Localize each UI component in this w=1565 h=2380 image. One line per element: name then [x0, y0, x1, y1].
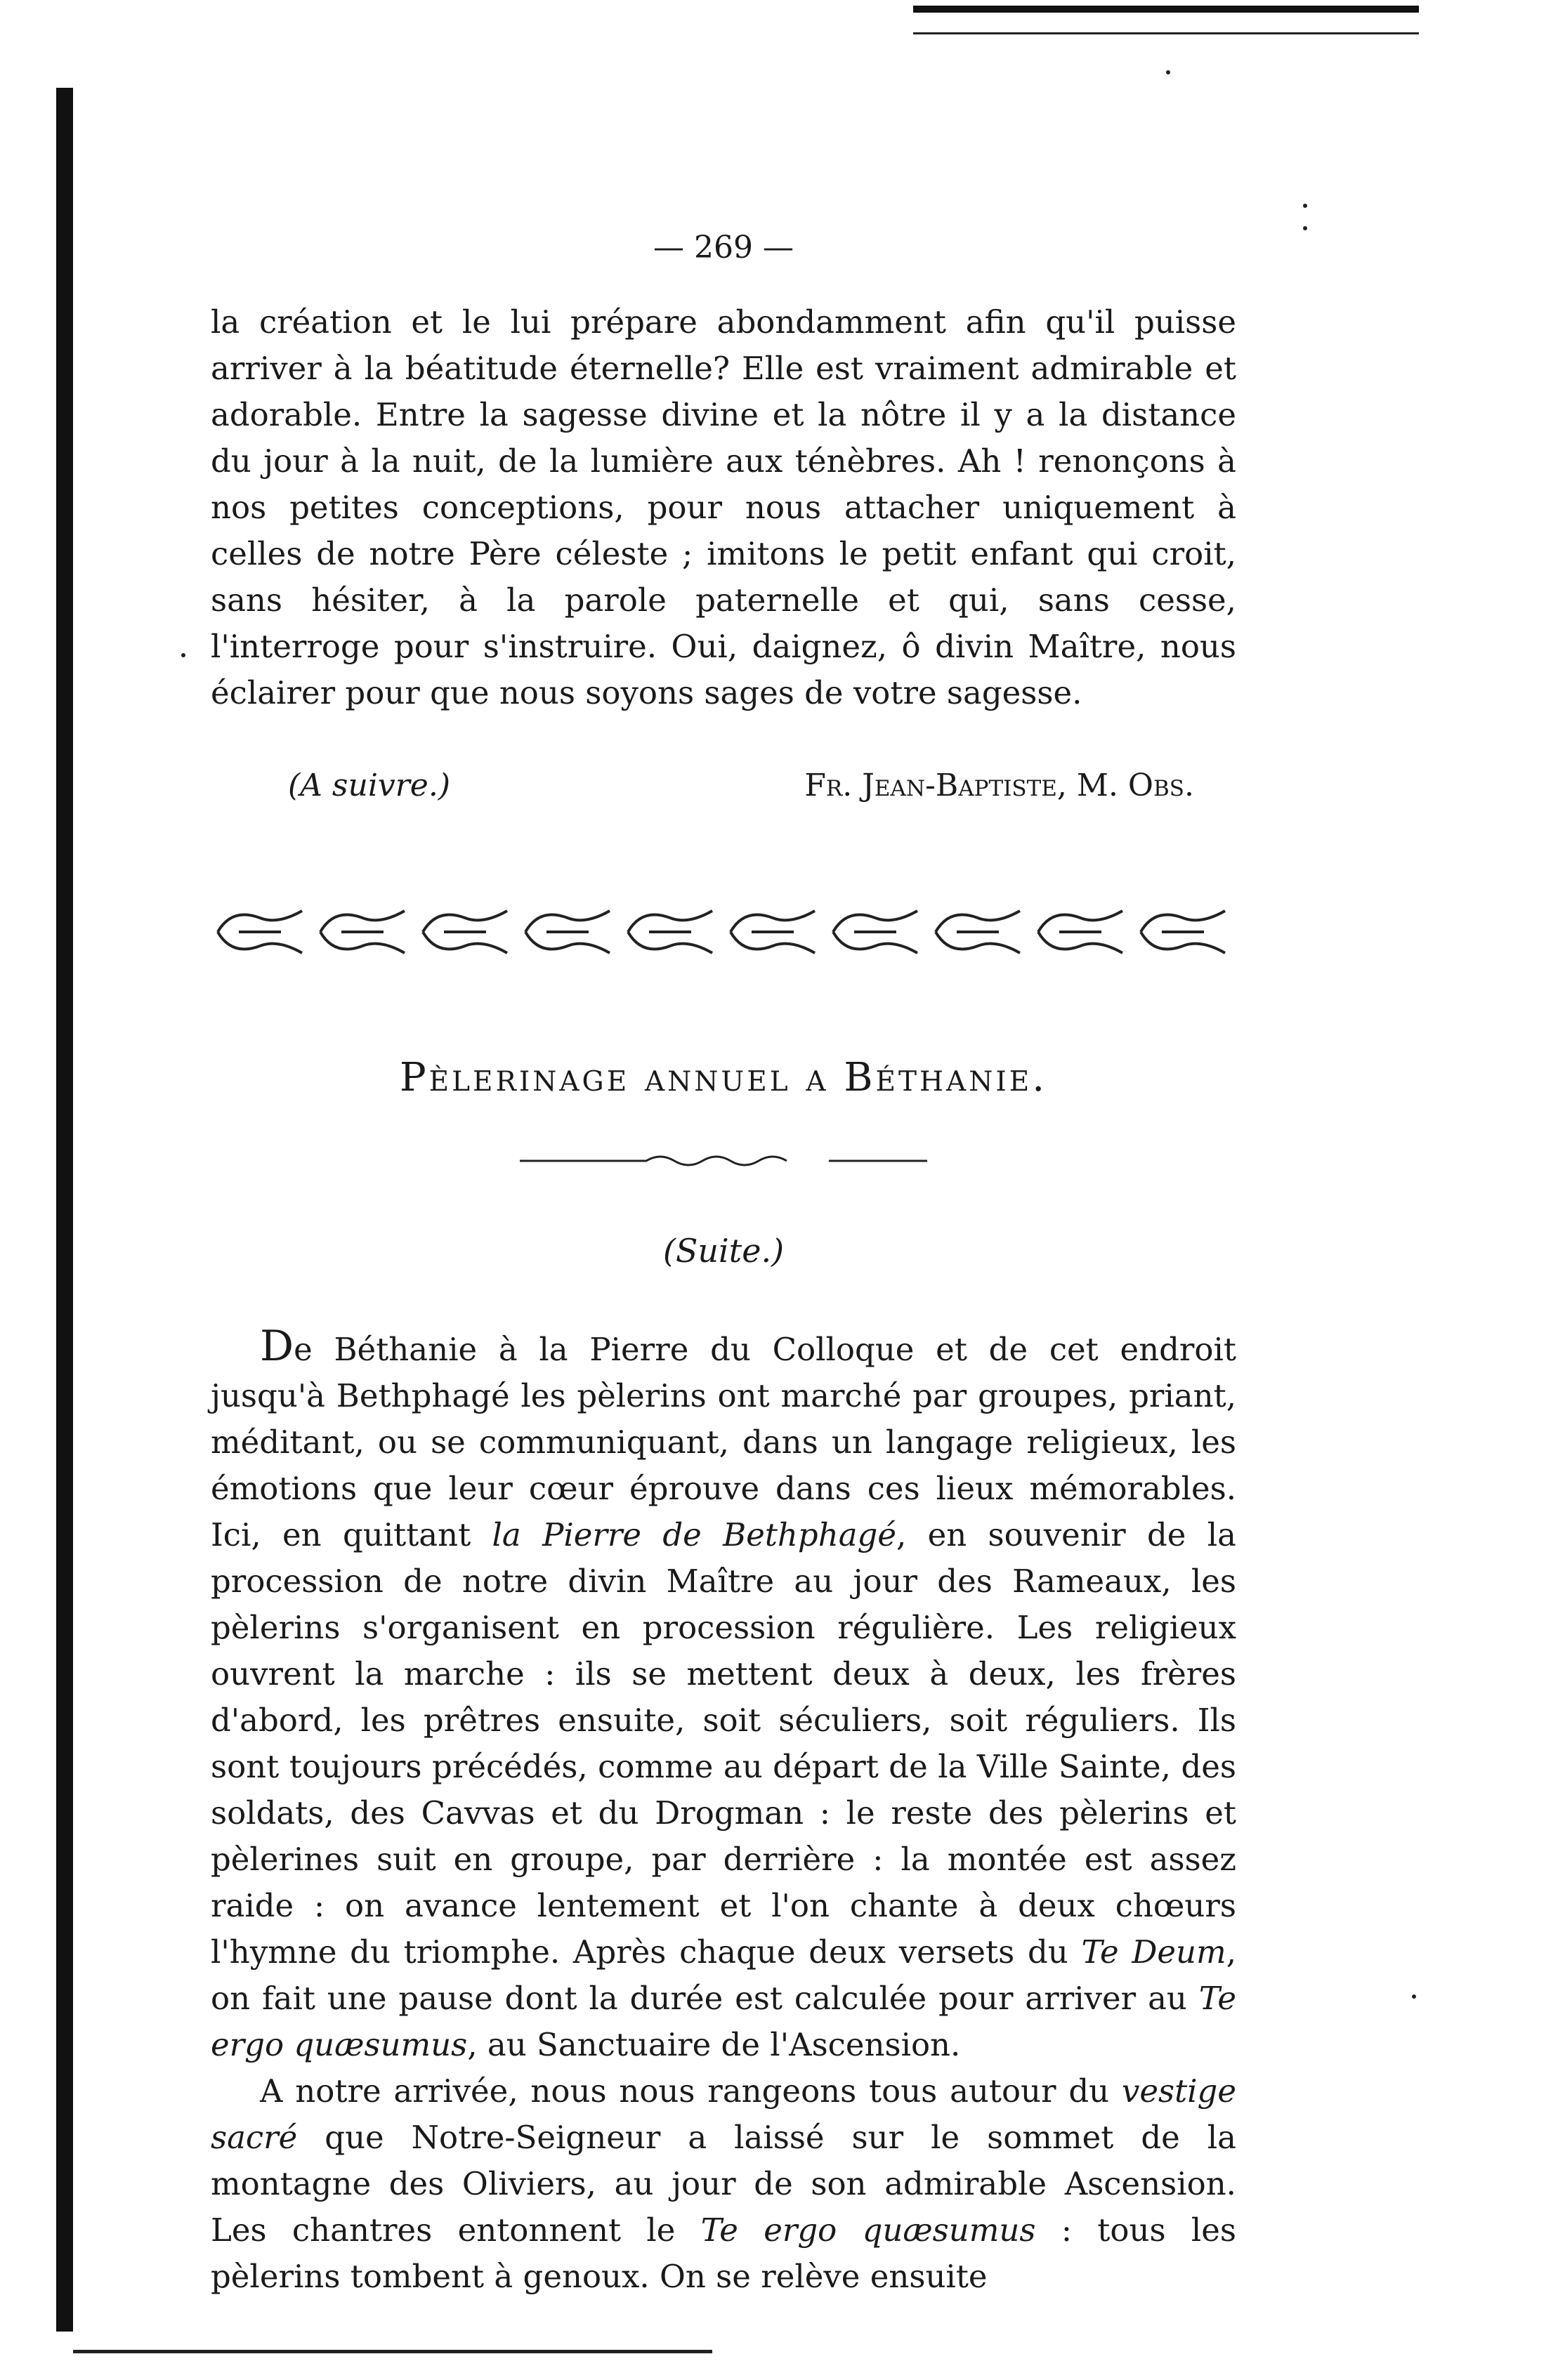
text-run: e Béthanie à la Pierre du Colloque et de cet endroit jusqu'à Bethphagé les pèlerins ont marché par groupes, priant, méditant, ou se communiquant, dans un langage religieux, les émotions que leur cœur éprouve dans ces lieux mémorables. Ici, en quittant	[211, 1331, 1236, 1553]
article-title: Pèlerinage annuel a Béthanie.	[399, 1055, 1048, 1100]
italic-run: vestige sacré	[211, 2072, 1236, 2156]
italic-run: Te ergo quæsumus	[211, 1980, 1236, 2063]
italic-run: Te ergo quæsumus	[700, 2211, 1036, 2249]
text-run: A notre arrivée, nous nous rangeons tous autour du	[260, 2072, 1122, 2110]
scan-speck	[1303, 226, 1307, 230]
scan-edge-top-thin	[913, 32, 1419, 34]
ornament-band-graphic	[211, 900, 1236, 964]
to-follow-note: (A suivre.)	[288, 768, 450, 803]
paragraph-3	[211, 2068, 1236, 2300]
text-run: , en souvenir de la procession de notre divin Maître au jour des Rameaux, les pèlerins s'organisent en procession régulière. Les religieux ouvrent la marche : ils se mettent deux à deux, les frères d'abord, les prêtres ensuite, soit séculiers, soit réguliers. Ils sont toujours précédés, comme au départ de la Ville Sainte, des soldats, des Cavvas et du Drogman : le reste des pèlerins et pèlerines suit en groupe, par derrière : la montée est assez raide : on avance lentement et l'on chante à deux chœurs l'hymne du triomphe. Après chaque deux versets du	[211, 1516, 1236, 1971]
scan-speck	[1412, 1994, 1416, 1999]
scan-edge-bottom	[73, 2350, 712, 2353]
italic-run: Te Deum	[1081, 1933, 1226, 1971]
book-page	[211, 225, 1236, 2300]
text-run: que Notre-Seigneur a laissé sur le sommet de la montagne des Oliviers, au jour de son admirable Ascension. Les chantres entonnent le	[211, 2119, 1236, 2249]
scan-speck	[1303, 204, 1307, 208]
suite-label: (Suite.)	[662, 1232, 785, 1270]
text-run: : tous les pèlerins tombent à genoux. On se relève ensuite	[211, 2211, 1236, 2295]
italic-run: la Pierre de Bethphagé	[492, 1516, 896, 1553]
ornament-unit	[218, 911, 302, 953]
ornament-band	[211, 900, 1236, 964]
signature-row	[211, 763, 1236, 809]
page-number: — 269 —	[653, 230, 794, 265]
scan-edge-left	[56, 88, 73, 2332]
scan-edge-top	[913, 6, 1419, 13]
author-signature: Fr. Jean-Baptiste, M. Obs.	[804, 768, 1194, 803]
scan-speck	[181, 653, 185, 657]
scan-speck	[1166, 70, 1170, 74]
intro-paragraph: la création et le lui prépare abondamment afin qu'il puisse arriver à la béatitude éternelle? Elle est vraiment admirable et adorable. Entre la sagesse divine et la nôtre il y a la distance du jour à la nuit, de la lumière aux ténèbres. Ah ! renonçons à nos petites conceptions, pour nous attacher uniquement à celles de notre Père céleste ; imitons le petit enfant qui croit, sans hésiter, à la parole paternelle et qui, sans cesse, l'interroge pour s'instruire. Oui, daignez, ô divin Maître, nous éclairer pour que nous soyons sages de votre sagesse.	[211, 303, 1236, 711]
title-rule-graphic	[520, 1150, 927, 1171]
text-run: , on fait une pause dont la durée est calculée pour arriver au	[211, 1933, 1236, 2017]
text-run: , au Sanctuaire de l'Ascension.	[467, 2026, 961, 2063]
paragraph-2	[211, 1323, 1236, 2068]
drop-cap: D	[260, 1322, 294, 1371]
title-rule	[520, 1150, 927, 1171]
